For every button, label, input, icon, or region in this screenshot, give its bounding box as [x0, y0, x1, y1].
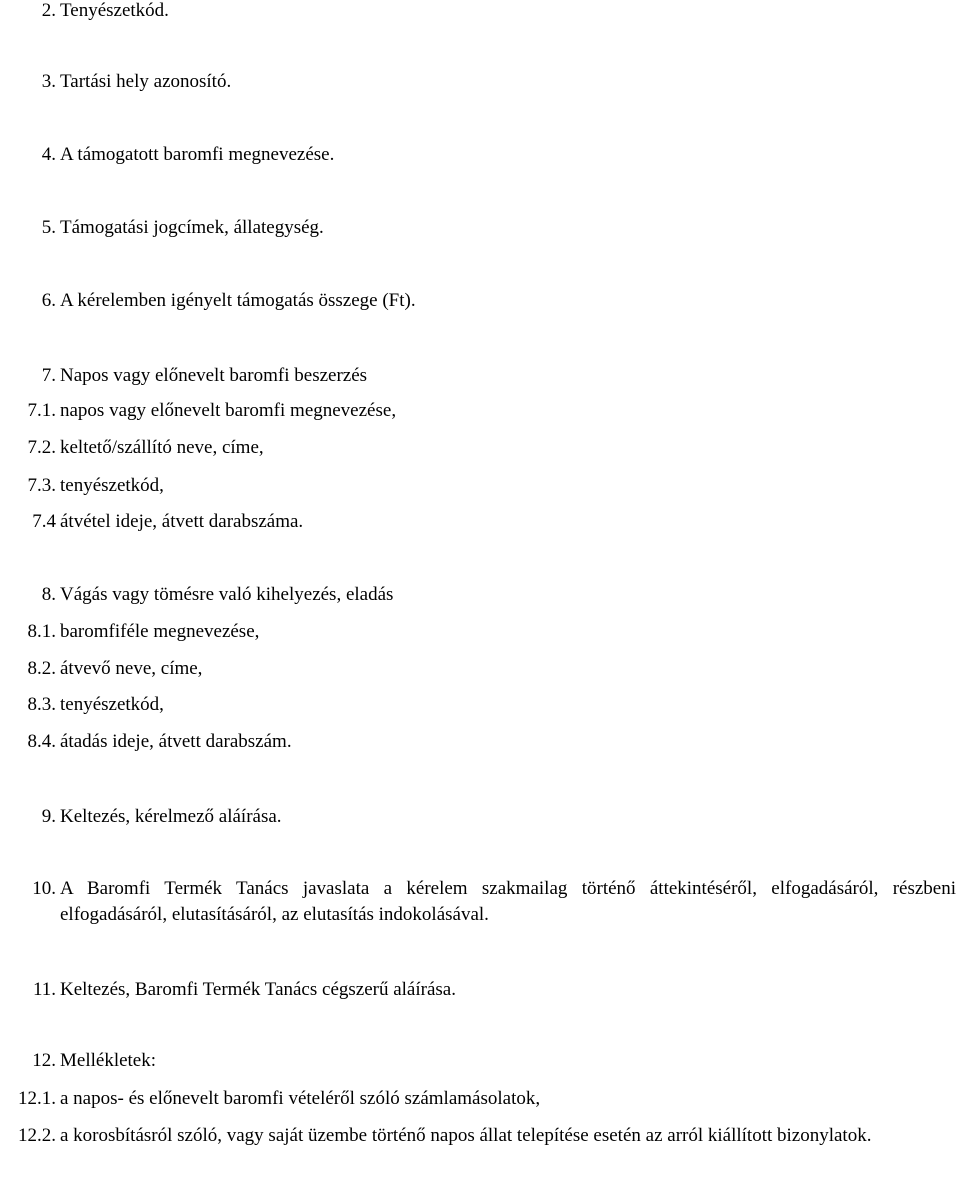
item-number: 11.	[32, 979, 56, 1000]
item-text: Tenyészetkód.	[60, 0, 169, 21]
list-item	[0, 977, 960, 1003]
item-number: 8.4.	[27, 731, 56, 752]
item-text: átvevő neve, címe,	[60, 658, 203, 679]
item-text: Támogatási jogcímek, állategység.	[60, 217, 324, 238]
item-number: 6.	[41, 290, 56, 311]
list-item	[0, 656, 960, 682]
item-text: a korosbításról szóló, vagy saját üzembe történő napos állat telepítése esetén az arról kiállított bizonylatok.	[60, 1125, 872, 1146]
item-number: 12.1.	[18, 1088, 56, 1109]
item-number: 9.	[41, 806, 56, 827]
item-text: A Baromfi Termék Tanács javaslata a kérelem szakmailag történő áttekintéséről, elfogadásáról, részbeni elfogadásáról, elutasításáról, az elutasítás indokolásával.	[60, 878, 956, 925]
list-item	[0, 142, 960, 168]
list-item	[0, 509, 960, 535]
list-item	[0, 619, 960, 645]
list-item	[0, 363, 960, 389]
item-text: A támogatott baromfi megnevezése.	[60, 144, 335, 165]
item-number: 5.	[41, 217, 56, 238]
list-item	[0, 729, 960, 755]
item-text: Napos vagy előnevelt baromfi beszerzés	[60, 365, 368, 386]
list-item	[0, 69, 960, 95]
list-item	[0, 804, 960, 830]
item-number: 7.	[41, 365, 56, 386]
item-number: 2.	[41, 0, 56, 21]
item-text: Keltezés, Baromfi Termék Tanács cégszerű aláírása.	[60, 979, 456, 1000]
item-number: 3.	[41, 71, 56, 92]
item-number: 7.4	[32, 511, 56, 532]
item-number: 12.2.	[18, 1125, 56, 1146]
list-item	[0, 1048, 960, 1074]
list-item	[0, 473, 960, 499]
list-item	[0, 0, 960, 24]
item-number: 7.3.	[27, 475, 56, 496]
item-number: 4.	[41, 144, 56, 165]
item-number: 8.2.	[27, 658, 56, 679]
item-text: Mellékletek:	[60, 1050, 157, 1071]
item-text: A kérelemben igényelt támogatás összege (Ft).	[60, 290, 416, 311]
item-text: baromfiféle megnevezése,	[60, 621, 260, 642]
item-text: Keltezés, kérelmező aláírása.	[60, 806, 282, 827]
item-text: átadás ideje, átvett darabszám.	[60, 731, 292, 752]
item-text: Vágás vagy tömésre való kihelyezés, eladás	[60, 584, 394, 605]
item-number: 8.1.	[27, 621, 56, 642]
item-number: 10.	[32, 878, 56, 899]
list-item	[0, 435, 960, 461]
list-item	[0, 215, 960, 241]
item-text: keltető/szállító neve, címe,	[60, 437, 264, 458]
list-item	[0, 582, 960, 608]
list-item	[0, 288, 960, 314]
list-item	[0, 1086, 960, 1112]
item-text: Tartási hely azonosító.	[60, 71, 232, 92]
item-number: 7.2.	[27, 437, 56, 458]
list-item	[0, 398, 960, 424]
item-number: 12.	[32, 1050, 56, 1071]
item-text: napos vagy előnevelt baromfi megnevezése,	[60, 400, 397, 421]
item-text: tenyészetkód,	[60, 475, 164, 496]
item-number: 8.	[41, 584, 56, 605]
list-item	[0, 692, 960, 718]
item-number: 8.3.	[27, 694, 56, 715]
item-text: tenyészetkód,	[60, 694, 164, 715]
item-text: átvétel ideje, átvett darabszáma.	[60, 511, 304, 532]
item-number: 7.1.	[27, 400, 56, 421]
item-text: a napos- és előnevelt baromfi vételéről szóló számlamásolatok,	[60, 1088, 541, 1109]
